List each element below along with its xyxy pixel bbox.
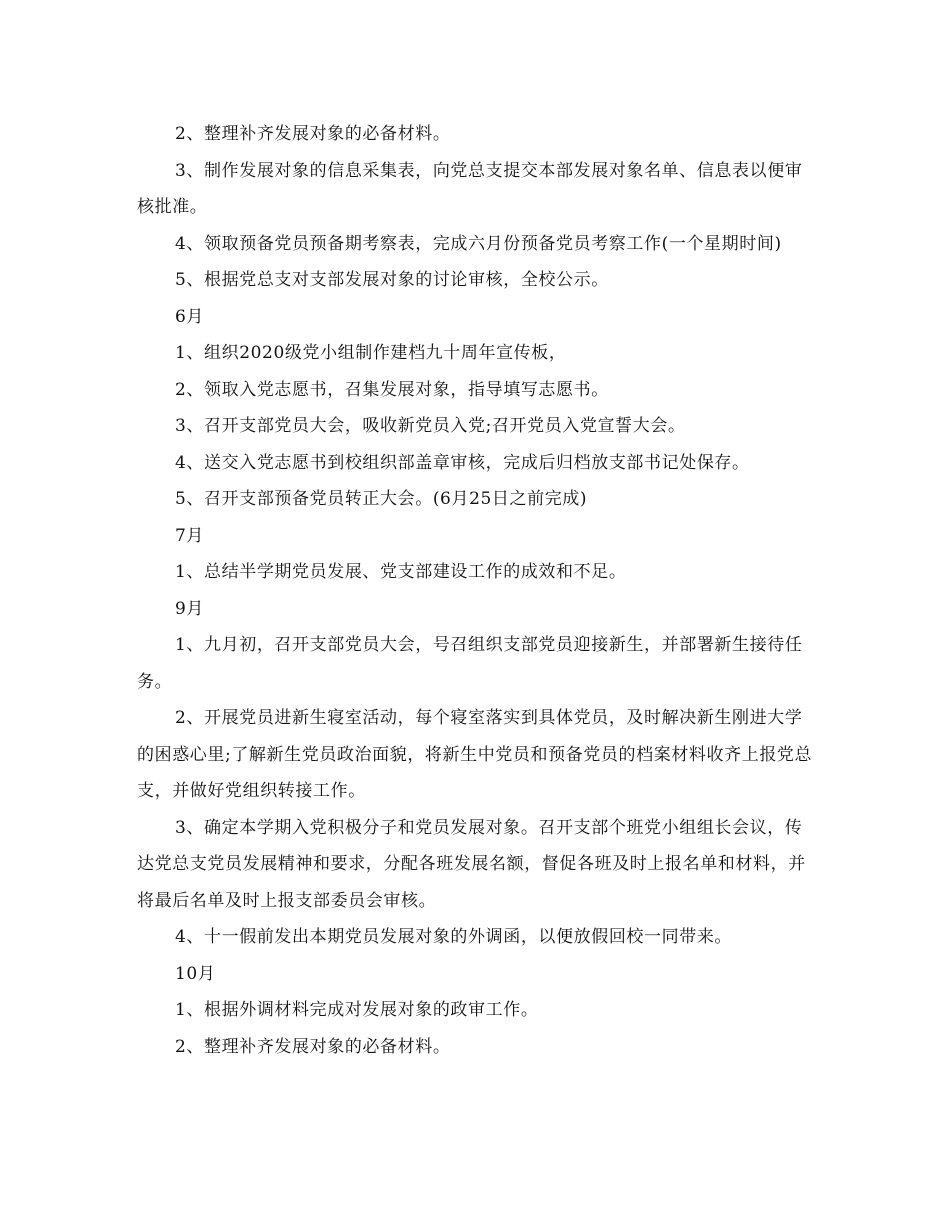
paragraph: 3、召开支部党员大会，吸收新党员入党;召开党员入党宣誓大会。 (175, 416, 686, 436)
paragraph: 2、整理补齐发展对象的必备材料。 (175, 1036, 451, 1057)
month-heading: 7月 (175, 525, 205, 546)
paragraph: 2、开展党员进新生寝室活动，每个寝室落实到具体党员，及时解决新生刚进大学的困惑心里;了解新生党员政治面貌，将新生中党员和预备党员的档案材料收齐上报党总支，并做好党组织转接工作。 (137, 708, 813, 801)
paragraph: 5、根据党总支对支部发展对象的讨论审核，全校公示。 (175, 270, 609, 290)
paragraph: 3、确定本学期入党积极分子和党员发展对象。召开支部个班党小组组长会议，传达党总支党员发展精神和要求，分配各班发展名额，督促各班及时上报名单和材料，并将最后名单及时上报支部委员会审核。 (137, 817, 806, 911)
paragraph: 1、九月初，召开支部党员大会，号召组织支部党员迎接新生，并部署新生接待任务。 (137, 635, 803, 692)
paragraph: 3、制作发展对象的信息采集表，向党总支提交本部发展对象名单、信息表以便审核批准。 (137, 160, 803, 217)
paragraph: 2、领取入党志愿书，召集发展对象，指导填写志愿书。 (175, 379, 609, 400)
paragraph: 4、送交入党志愿书到校组织部盖章审核，完成后归档放支部书记处保存。 (175, 452, 750, 473)
paragraph: 1、组织2020级党小组制作建档九十周年宣传板， (175, 343, 567, 363)
paragraph: 4、领取预备党员预备期考察表，完成六月份预备党员考察工作(一个星期时间) (175, 233, 782, 254)
paragraph: 5、召开支部预备党员转正大会。(6月25日之前完成) (175, 489, 588, 509)
paragraph: 1、根据外调材料完成对发展对象的政审工作。 (175, 1000, 539, 1020)
paragraph: 1、总结半学期党员发展、党支部建设工作的成效和不足。 (175, 562, 627, 582)
month-heading: 6月 (175, 306, 205, 327)
month-heading: 9月 (175, 598, 205, 619)
paragraph: 2、整理补齐发展对象的必备材料。 (175, 124, 451, 144)
month-heading: 10月 (175, 963, 216, 984)
paragraph: 4、十一假前发出本期党员发展对象的外调函，以便放假回校一同带来。 (175, 927, 733, 947)
